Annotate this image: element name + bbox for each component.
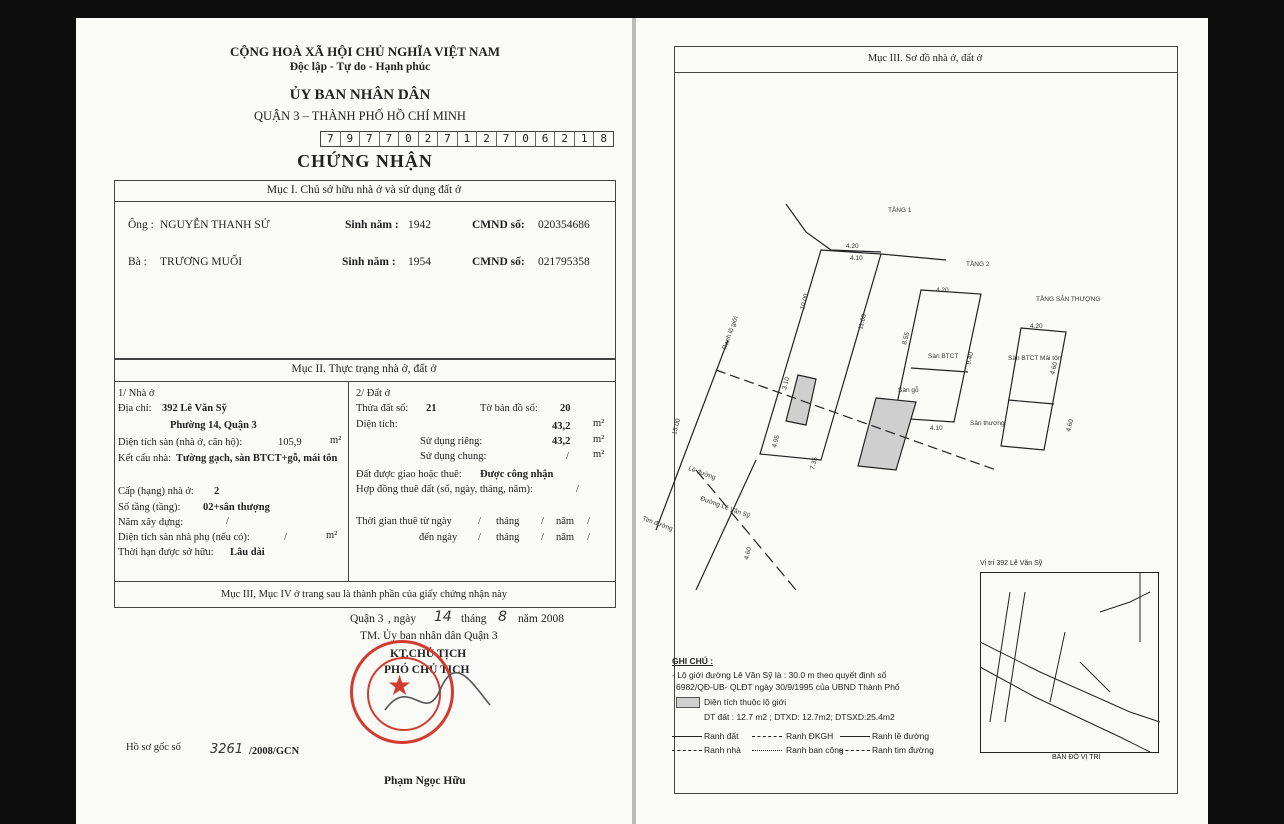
floor-area-label: Diện tích sàn (nhà ở, căn hộ): [118,437,243,448]
serial-digit: 2 [555,132,575,146]
serial-digit: 7 [497,132,517,146]
room-label-3: Sàn BTCT Mái tôn [1008,355,1062,362]
room-label-1: Sàn BTCT [928,353,959,360]
lease-from-label: Thời gian thuê từ ngày [356,516,452,527]
ownership-term-value: Lâu dài [230,547,265,558]
on-behalf-of: TM. Ủy ban nhân dân Quận 3 [360,630,498,642]
unit: m² [593,449,605,460]
issue-day-label: , ngày [388,613,417,625]
grade-label: Cấp (hạng) nhà ở: [118,486,194,497]
private-use-value: 43,2 [552,436,571,447]
record-number-suffix: /2008/GCN [249,746,300,757]
divider [114,381,615,382]
owner1-birth-label: Sinh năm : [345,219,399,231]
dim-9: 4.20 [1030,323,1043,330]
aux-area-label: Diện tích sàn nhà phụ (nếu có): [118,532,250,543]
notes-line-2: 6982/QĐ-UB- QLĐT ngày 30/9/1995 của UBND Thành Phố [676,682,900,692]
aux-area-unit: m² [326,530,338,541]
location-map-footer: BẢN ĐỒ VỊ TRÍ [1052,754,1101,761]
lease-from-day: / [478,516,481,527]
legend-line-dotted [752,750,782,751]
land-area-value: 43,2 [552,421,571,432]
dim-10: 4.60 [1049,361,1060,376]
lease-to-month: / [541,532,544,543]
dim-14: 7.35 [809,456,820,471]
serial-digit: 0 [399,132,419,146]
private-use-label: Sử dụng riêng: [420,436,483,447]
grade-value: 2 [214,486,220,497]
location-map-title: Vị trí 392 Lê Văn Sỹ [980,560,1043,567]
notes-area: DT đất : 12.7 m2 ; DTXD: 12.7m2; DTSXD:25.4m2 [704,712,895,722]
lease-to-year: / [587,532,590,543]
unit: m² [593,418,605,429]
owner2-prefix: Bà : [128,256,147,268]
legend-item-4: Ranh nhà [704,745,741,755]
build-year-label: Năm xây dựng: [118,517,184,528]
ward-value: Phường 14, Quận 3 [170,420,257,431]
dim-3: 10.00 [799,292,811,311]
owner2-birth-label: Sinh năm : [342,256,396,268]
serial-digit: 7 [321,132,341,146]
serial-digit: 1 [458,132,478,146]
shared-use-value: / [566,451,569,462]
dim-7: 4.10 [930,425,943,432]
serial-digit: 2 [419,132,439,146]
curb-line [696,460,756,590]
signature-scribble [380,670,500,730]
street-label-2: Lề đường [687,465,717,482]
country-heading: CỘNG HOÀ XÃ HỘI CHỦ NGHĨA VIỆT NAM [229,44,501,59]
legend-item-2: Ranh ĐKGH [786,731,834,741]
signer-name: Phạm Ngọc Hữu [384,775,466,787]
floors-label: Số tầng (tầng): [118,502,181,513]
section-1-heading: Mục I. Chủ sở hữu nhà ở và sử dụng đất ở [266,184,462,196]
legend-line-solid [840,736,870,737]
parcel-value: 21 [426,403,437,414]
issue-day: 14 [434,609,452,625]
floor-2-hatched-area [858,398,916,470]
serial-digit: 9 [341,132,361,146]
location-map [980,572,1160,754]
dim-8: 9.40 [965,351,976,366]
owner2-birth-year: 1954 [408,256,431,268]
map-sheet-label: Tờ bản đồ số: [480,403,538,414]
issue-year-label: năm [518,613,538,625]
lease-to-label: đến ngày [419,532,458,543]
street-label-1: Ranh lộ giới [721,315,740,351]
authority-heading: ỦY BAN NHÂN DÂN [289,87,431,103]
map-sheet-value: 20 [560,403,571,414]
dim-5: 8.55 [901,331,912,346]
floors-value: 02+sân thượng [203,502,270,513]
legend-item-3: Ranh lề đường [872,731,930,741]
continuation-note: Mục III, Mục IV ở trang sau là thành phần của giấy chứng nhận này [220,589,507,600]
contract-value: / [576,484,579,495]
ownership-term-label: Thời hạn được sở hữu: [118,547,214,558]
house-title: 1/ Nhà ở [118,388,155,399]
serial-digit: 7 [380,132,400,146]
owner1-name: NGUYỄN THANH SỬ [160,219,270,231]
divider [114,581,615,582]
floor-area-value: 105,9 [278,437,302,448]
legend-line-dashed [672,750,702,751]
motto: Độc lập - Tự do - Hạnh phúc [289,61,431,73]
legend-line-dashed [752,736,782,737]
lot-outline [760,250,881,460]
legend-item-6: Ranh tim đường [872,745,934,755]
lease-year-label: năm [556,516,575,527]
structure-value: Tường gạch, sàn BTCT+gỗ, mái tôn [176,453,338,464]
legend-item-1: Ranh đất [704,731,739,741]
street-label-4: Tim đường [641,515,674,533]
allocation-value: Được công nhận [480,469,554,480]
signer-role-1: KT.CHỦ TỊCH [390,648,467,660]
dim-15: 15.00 [671,417,683,436]
serial-digit: 7 [360,132,380,146]
roof-floor-outline [1001,328,1066,450]
district-heading: QUẬN 3 – THÀNH PHỐ HỒ CHÍ MINH [254,109,466,123]
land-title: 2/ Đất ở [356,388,391,399]
lease-month-label: tháng [496,532,520,543]
parcel-label: Thửa đất số: [356,403,409,414]
owner2-id-label: CMND số: [472,256,525,268]
legend-line-dashdot [840,750,870,751]
notes-hatch-label: Diện tích thuộc lộ giới [704,697,787,707]
record-number-label: Hồ sơ gốc số [126,742,181,753]
serial-digit: 7 [438,132,458,146]
serial-digit: 6 [536,132,556,146]
shared-use-label: Sử dụng chung: [420,451,487,462]
section-1-box [114,180,616,360]
dim-11: 3.10 [781,376,792,391]
serial-digit: 0 [516,132,536,146]
hatch-legend-swatch [676,697,700,708]
serial-digit: 1 [575,132,595,146]
serial-digit: 8 [600,132,608,145]
street-label-3: Đường Lê Văn Sỹ [699,495,751,520]
lease-month-label: tháng [496,516,520,527]
site-plan-drawing [636,170,1156,590]
column-divider [348,381,349,581]
room-label-2: Sàn gỗ [898,387,919,394]
build-year-value: / [226,516,229,527]
legend-line-solid [672,736,702,737]
section-3-heading: Mục III. Sơ đồ nhà ở, đất ở [867,53,983,64]
lease-from-month: / [541,516,544,527]
owner1-id: 020354686 [538,219,590,231]
dim-13: 4.60 [743,546,754,561]
floor-label-1: TẦNG 1 [888,207,912,214]
land-area-label: Diện tích: [356,419,398,430]
owner1-id-label: CMND số: [472,219,525,231]
dim-6: 4.20 [936,287,949,294]
plot-boundary-top [786,204,881,252]
divider [674,72,1177,73]
floor-label-2: TẦNG 2 [966,261,990,268]
dim-4: 11.00 [857,313,869,331]
dim-1: 4.20 [846,243,859,250]
owner1-prefix: Ông : [128,219,154,231]
aux-area-value: / [284,532,287,543]
official-seal-stamp: ★ [350,640,454,744]
dim-16: 4.60 [1065,418,1076,433]
notes-line-1: - Lộ giới đường Lê Văn Sỹ là : 30.0 m theo quyết định số [672,670,887,680]
lease-to-day: / [478,532,481,543]
owner2-id: 021795358 [538,256,590,268]
dim-2: 4.10 [850,255,863,262]
notes-title: GHI CHÚ : [672,656,714,666]
floor-area-unit: m² [330,435,342,446]
structure-label: Kết cấu nhà: [118,453,172,464]
record-number: 3261 [210,742,244,757]
dim-12: 4.95 [771,434,782,449]
lease-from-year: / [587,516,590,527]
certificate-serial-number [320,131,614,147]
lease-year-label: năm [556,532,575,543]
serial-digit: 2 [477,132,497,146]
certificate-title: CHỨNG NHẬN [297,151,433,171]
unit: m² [593,434,605,445]
issue-month-label: tháng [461,613,487,625]
owner2-name: TRƯƠNG MUỐI [160,256,243,268]
owner1-birth-year: 1942 [408,219,431,231]
issue-month: 8 [498,609,507,625]
floor-label-3: TẦNG SÂN THƯỢNG [1036,296,1101,303]
address-label: Địa chỉ: [118,403,152,414]
section-2-heading: Mục II. Thực trạng nhà ở, đất ở [291,363,437,375]
allocation-label: Đất được giao hoặc thuê: [356,469,462,480]
issue-year: 2008 [541,613,564,625]
legend-item-5: Ranh ban công [786,745,844,755]
divider [114,201,615,202]
issue-place: Quận 3 [350,613,384,625]
contract-label: Hợp đồng thuê đất (số, ngày, tháng, năm): [356,484,533,495]
signer-role-2: PHÓ CHỦ TỊCH [384,664,470,676]
room-label-4: Sân thượng [970,420,1005,427]
address-value: 392 Lê Văn Sỹ [162,403,227,414]
